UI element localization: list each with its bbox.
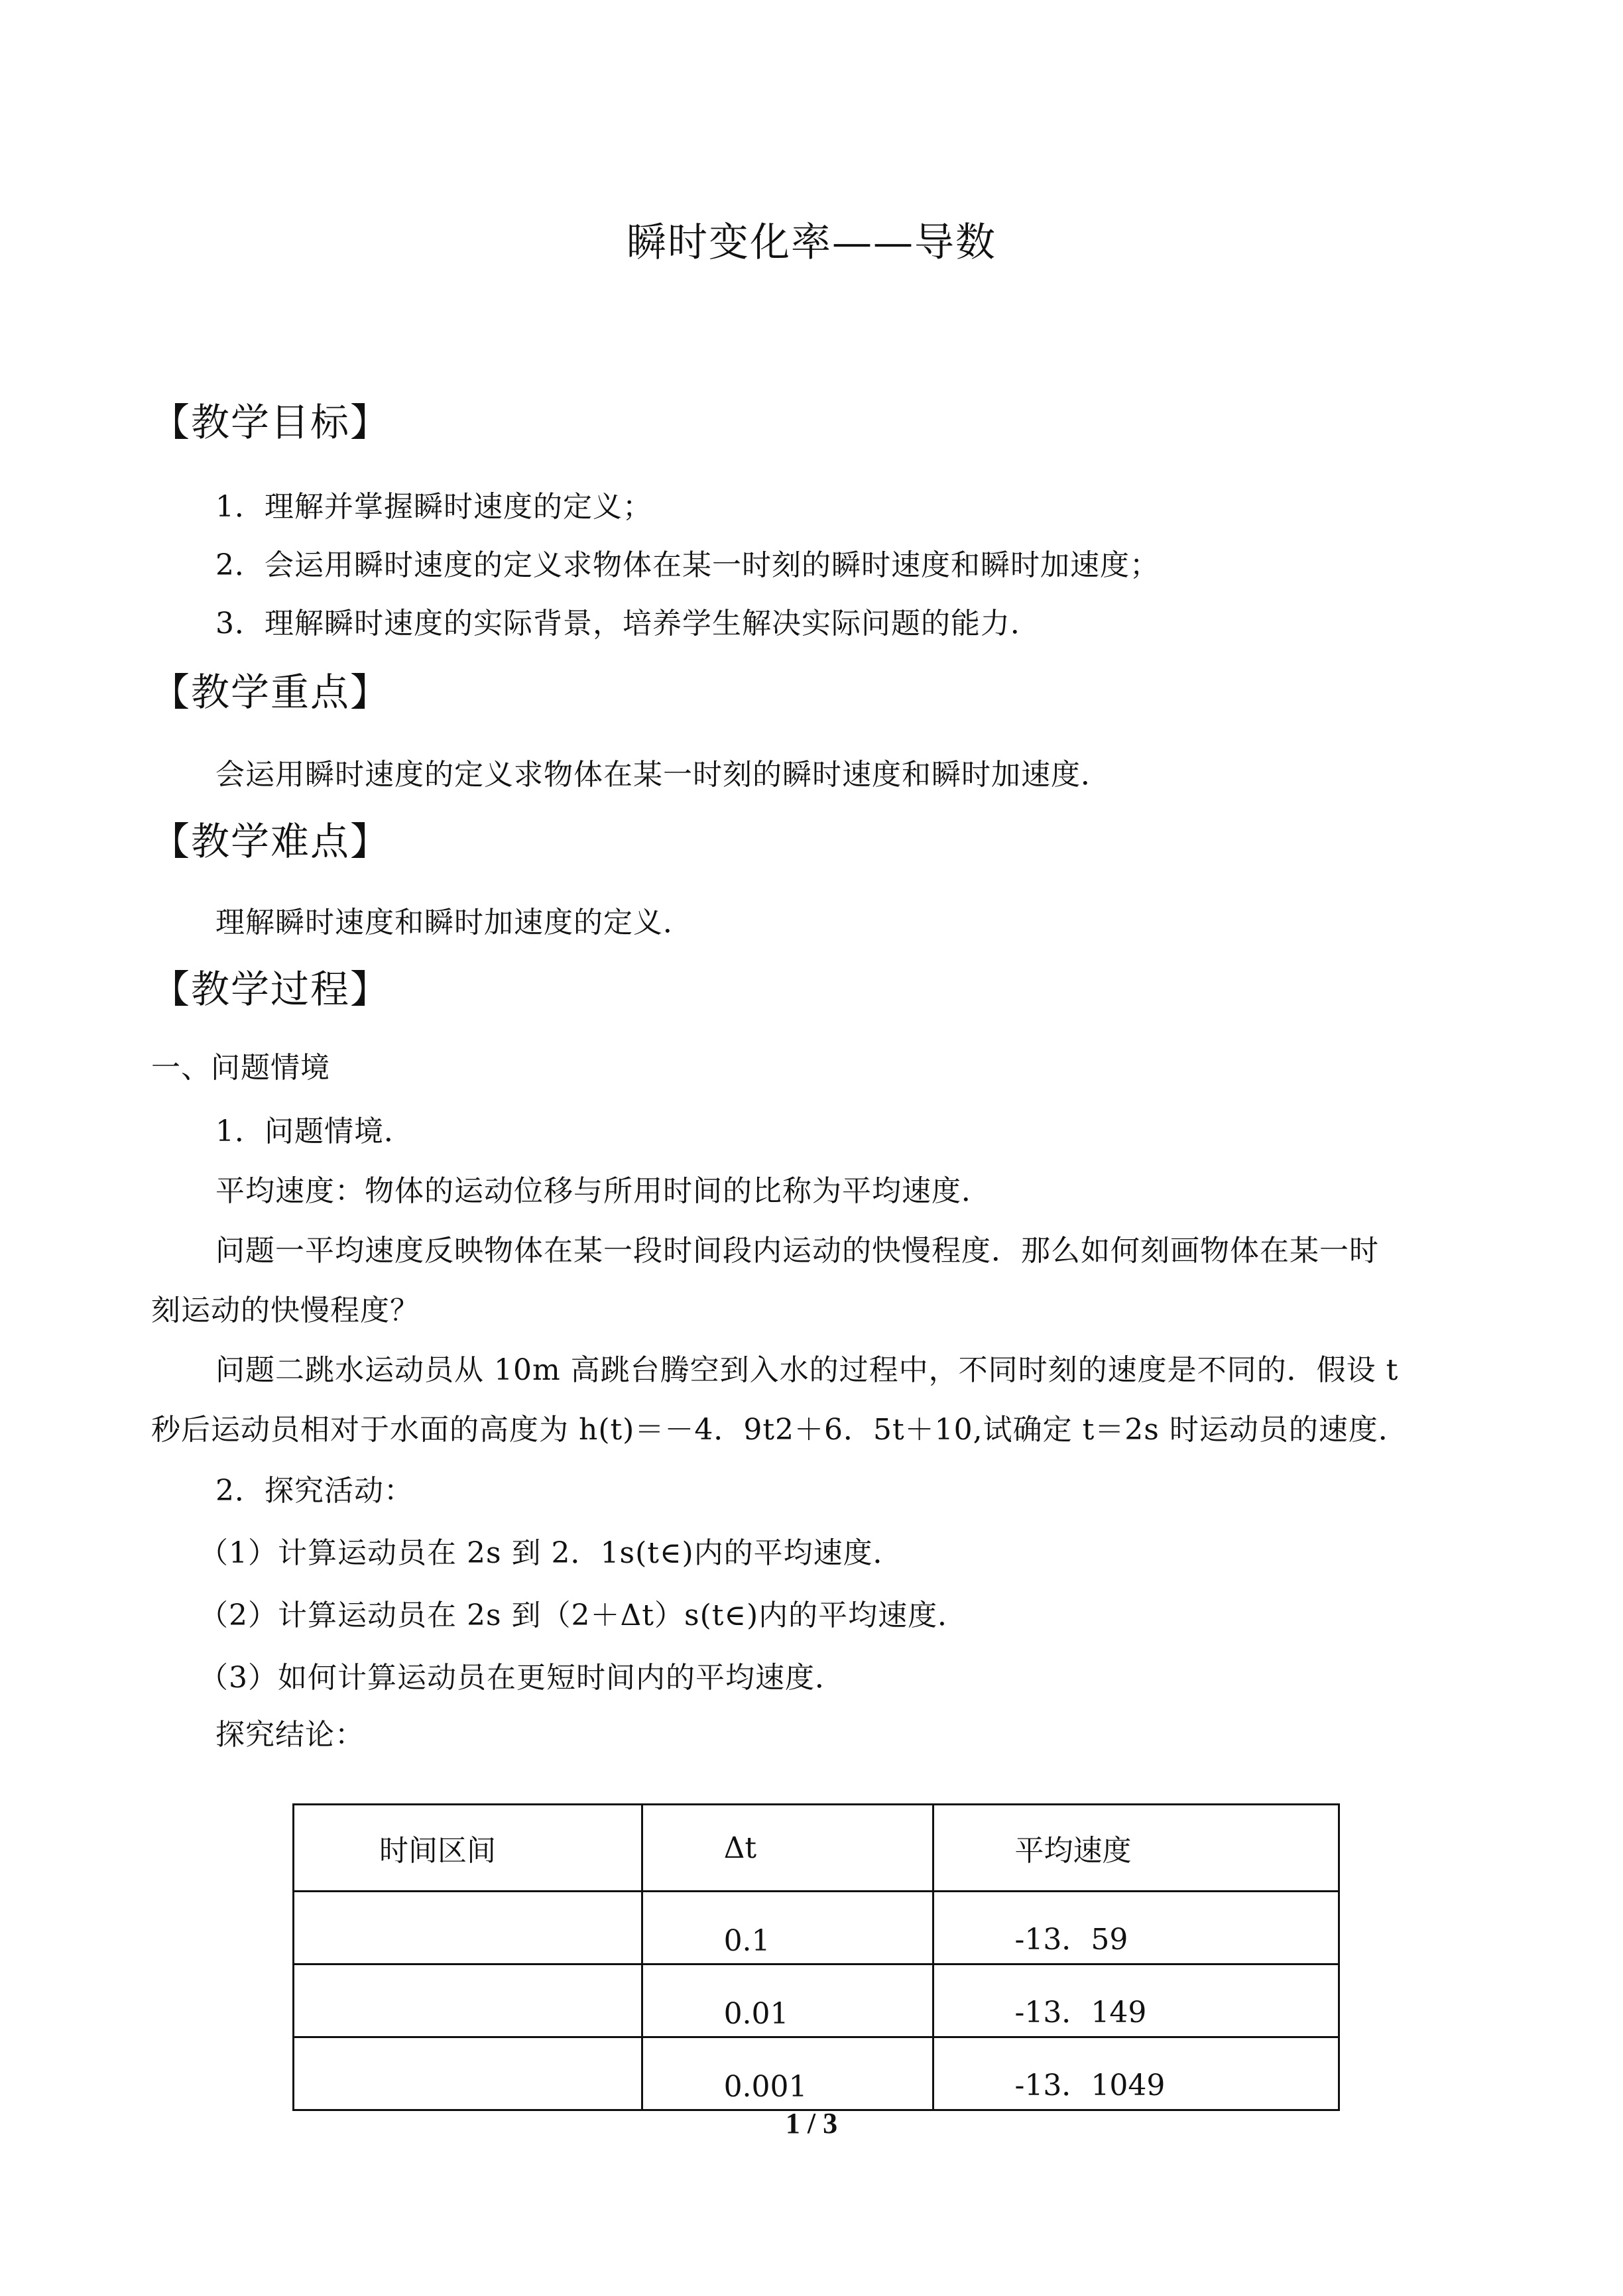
table-row xyxy=(294,1892,1339,1964)
table-cell: 0.01 xyxy=(642,1964,933,2037)
question-2-line-2: 秒后运动员相对于水面的高度为 h(t)＝－4．9t2＋6．5t＋10,试确定 t＝2s 时运动员的速度． xyxy=(151,1413,1408,1447)
goals-heading: 【教学目标】 xyxy=(151,400,391,445)
question-2-line-1: 问题二跳水运动员从 10m 高跳台腾空到入水的过程中，不同时刻的速度是不同的．假设 t xyxy=(215,1353,1399,1387)
question-1-line-2: 刻运动的快慢程度？ xyxy=(151,1294,420,1327)
activity-1: （1）计算运动员在 2s 到 2．1s(t∈)内的平均速度． xyxy=(199,1536,903,1570)
process-heading: 【教学过程】 xyxy=(151,967,391,1012)
table-row xyxy=(294,1964,1339,2037)
conclusion-label: 探究结论： xyxy=(215,1718,365,1752)
page-number: 1 / 3 xyxy=(785,2107,838,2140)
activity-2: （2）计算运动员在 2s 到（2＋Δt）s(t∈)内的平均速度． xyxy=(199,1599,968,1632)
difficulties-text: 理解瞬时速度和瞬时加速度的定义． xyxy=(215,906,693,939)
question-1-line-1: 问题一平均速度反映物体在某一段时间段内运动的快慢程度．那么如何刻画物体在某一时 xyxy=(215,1234,1379,1268)
table-row xyxy=(294,2037,1339,2110)
table-cell: -13．1049 xyxy=(933,2037,1339,2110)
table-cell: 0.1 xyxy=(642,1892,933,1964)
sub-heading-1: 1．问题情境． xyxy=(215,1115,414,1148)
key-points-text: 会运用瞬时速度的定义求物体在某一时刻的瞬时速度和瞬时加速度． xyxy=(215,758,1111,792)
table-header-row xyxy=(294,1805,1339,1892)
table-header-cell: 平均速度 xyxy=(933,1805,1339,1892)
table-cell xyxy=(294,1964,642,2037)
table-cell xyxy=(294,1892,642,1964)
table-cell xyxy=(294,2037,642,2110)
sub-heading-2: 2．探究活动： xyxy=(215,1474,414,1508)
page-title: 瞬时变化率——导数 xyxy=(627,219,996,266)
difficulties-heading: 【教学难点】 xyxy=(151,819,391,864)
goal-item-3: 3．理解瞬时速度的实际背景，培养学生解决实际问题的能力． xyxy=(215,607,1040,640)
goal-item-1: 1．理解并掌握瞬时速度的定义； xyxy=(215,490,652,524)
table-cell: -13．59 xyxy=(933,1892,1339,1964)
section-heading: 一、问题情境 xyxy=(151,1051,330,1085)
activity-3: （3）如何计算运动员在更短时间内的平均速度． xyxy=(199,1661,845,1695)
goal-item-2: 2．会运用瞬时速度的定义求物体在某一时刻的瞬时速度和瞬时加速度； xyxy=(215,548,1160,582)
table-cell: -13．149 xyxy=(933,1964,1339,2037)
table-header-cell: 时间区间 xyxy=(294,1805,642,1892)
results-table xyxy=(292,1803,1340,2111)
table-cell: 0.001 xyxy=(642,2037,933,2110)
table-header-cell: Δt xyxy=(642,1805,933,1892)
avg-speed-definition: 平均速度：物体的运动位移与所用时间的比称为平均速度． xyxy=(215,1174,991,1208)
key-points-heading: 【教学重点】 xyxy=(151,670,391,715)
